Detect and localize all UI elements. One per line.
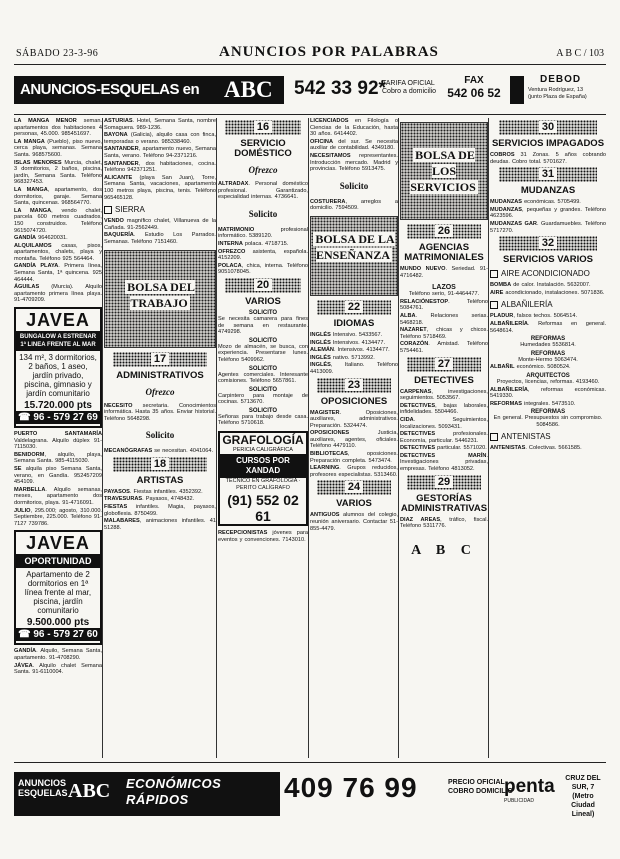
footer-rule [14,762,606,763]
classified-ad: INGLÉS Intensivos. 4134477. [310,339,386,346]
col1-ads [14,118,102,304]
category-number: 20 [225,278,301,293]
classified-ad: COBROS 31 Zonas. 5 años cobrando deudas. Cobro total. 5701627. [490,152,606,165]
category-artistas: ARTISTAS [136,474,184,486]
classified-ad: MUDANZAS, pequeñas y grandes. Teléfono 4623596. [490,206,606,220]
javea-sub-line2: 1ª LINEA FRENTE AL MAR [20,342,96,349]
javea-body: Apartamento de 2 dormitorios en 1ª línea frente al mar, piscina, jardín comunitario [24,570,92,616]
classified-ad: SANTANDER, apartamento nuevo, Semana Santa, verano. Teléfono 94-2371216. [104,146,216,159]
footer-rapidos: RÁPIDOS [126,792,189,807]
footer-precio-line1: PRECIO OFICIAL [448,779,505,786]
classified-ad: LEARNING. Grupos reducidos, profesores especialistas. 5313460. [310,465,398,478]
solicito-block [218,366,308,385]
classified-ad: Señoras para trabajo desde casa. Teléfono 5710618. [218,413,308,427]
banner-tarifa-line1: TARIFA OFICIAL [382,80,435,87]
category-number: 30 [499,120,596,135]
reformas-text: Humedades 5536814. [520,342,576,349]
banner-fax [444,75,504,100]
arquitectos-text: Proyectos, licencias, reformas. 4193460. [496,378,600,385]
classified-ad: LA MANGA, apartamento, dos dormitorios, garaje. Semana Santa, quincenas. 968564770. [14,186,102,207]
classified-ad: SE alquila piso Semana Santa, verano, en Gandía. 952457209 454109. [14,466,102,486]
classified-ad: OFICINA del sur. Se necesita auxiliar de contabilidad. 4349180. [310,138,398,152]
classified-ad: CARPENAS, investigaciones, seguimientos. 5053567. [400,388,488,402]
classified-ad: MUDANZAS económicas. 5705499. [490,199,581,206]
classified-ad: JULIO, 295.000; agosto, 310.000. Septiembre, 225.000. Teléfono 91-7127 739786. [14,507,102,527]
javea-phone: ☎ 96 - 579 27 60 [16,628,100,641]
category-servicios-impagados: SERVICIOS IMPAGADOS [491,138,605,149]
category-number: 27 [407,357,481,372]
javea-oportunidad-ad [14,530,102,645]
classified-ad: ALBAÑIL económico. 5080524. [490,364,571,371]
classified-ad: ALTRADAX. Personal doméstico profesional. Garantizado, especialidad internas. 4736641. [218,181,308,201]
classified-ad: ASTURIAS. Hotel, Semana Santa, nombre Somaguera. 989-1236. [104,118,216,131]
penta-logo [504,776,555,804]
classified-ad: ALBAÑILERÍA, reformas económicas. 5419330. [490,386,606,400]
bolsa-trabajo-label: BOLSA DEL TRABAJO [127,279,195,310]
javea-bungalow-ad [14,307,102,428]
classified-ad: NECESITAMOS representantes. Introducción mercado. Madrid y provincias. Teléfono 5913475. [310,152,398,173]
lazos-text: Teléfono serio, 91-4464477. [408,291,480,298]
classified-ad: BOMBA de calor. Instalación. 5632007. [490,282,591,289]
category-number: 17 [113,352,207,367]
footer-anuncios: ANUNCIOS [18,778,67,788]
category-servicio-domestico: SERVICIO DOMÉSTICO [234,138,292,159]
debod-address-line1: Ventura Rodríguez, 13 [528,87,584,93]
classified-ad: GANDÍA PLAYA. Primera línea, Semana Santa, 1ª quincena. 925 464444. [14,263,102,283]
debod-address [528,87,608,101]
category-number: 16 [225,120,301,135]
classified-ad: PUERTO SANTAMARÍA Valdelagrana. Alquilo dúplex 91-7115030. [14,431,102,451]
column-divider [488,118,489,758]
solicito-label: SOLICITO [248,386,278,393]
subsection-sierra: SIERRA [104,205,216,214]
category-mudanzas: MUDANZAS [520,185,576,197]
classified-ad: DETECTIVES, bajas laborales, infidelidades. 5504466. [400,402,488,416]
classified-ad: BIBLIOTECAS, oposiciones. Preparación completa. 5473474. [310,451,398,464]
footer-anuncios-esquelas [18,778,68,798]
classified-ad: NAZARET, chicas y chicos. Teléfono 5718469. [400,327,488,340]
classified-ad: CIDA. Seguimientos, localizaciones. 5093431. [400,416,488,430]
banner-rule [14,114,606,115]
classified-ad: JÁVEA. Alquilo chalet Semana Santa. 91-6110004. [14,662,102,676]
top-banner [14,70,606,112]
bolsa-ensenanza-panel [310,216,398,296]
penta-name: penta [504,776,555,797]
header-rule [14,64,606,65]
solicito-heading: Solicito [248,208,278,219]
grafologia-band: CURSOS POR XANDAD [220,454,306,478]
grafologia-title: GRAFOLOGÍA [222,433,304,448]
javea-title: JAVEA [26,533,90,554]
category-detectives: DETECTIVES [414,374,474,386]
solicito-block [218,310,308,336]
classified-ad: DIAZ AREAS, tráfico, fiscal. Teléfono 5311776. [400,516,488,530]
header-date: SÁBADO 23-3-96 [16,48,99,59]
classified-ad: Agentes comerciales. Interesante comisiones. Teléfono 5657861. [218,371,308,385]
checkbox-square-icon [490,433,498,441]
classified-ad: BENIDORM, alquilo, playa, Semana Santa. 985-4115030. [14,451,102,465]
footer-address [560,774,606,819]
footer-address-line1: CRUZ DEL SUR, 7 [565,775,601,791]
subsection-antenistas: ANTENISTAS [490,432,606,441]
column-divider [102,118,103,758]
classified-ad: Mozo de almacén, se busca, con experiencia. Presentarse lunes. Teléfono 5409962. [218,343,308,363]
classified-ad: MARBELLA. Alquilo semanas, meses, apartamento dos dormitorios, playa. 91-4716091. [14,486,102,506]
classified-ad: ALICANTE (playa San Juan), Torre, Semana Santa, vacaciones, apartamento 100 metros playa, piscina, tenis. Teléfono 965465128. [104,174,216,201]
checkbox-square-icon [490,270,498,278]
reformas-heading: REFORMAS [530,336,566,343]
category-number: 24 [317,480,391,495]
category-number: 26 [407,224,481,239]
classified-ad: ALEMÁN. Intensivos. 4134477. [310,347,390,354]
column-2 [104,118,216,758]
solicito-label: SOLICITO [248,337,278,344]
banner-debod-logo [510,72,606,108]
classified-ad: DETECTIVES MARÍN. Investigaciones privadas, empresas. Teléfono 4813052. [400,452,488,473]
bolsa-trabajo-panel [104,250,216,348]
banner-anuncios-esquelas [14,76,284,104]
category-idiomas: IDIOMAS [333,317,375,329]
classified-ad: MALABARES, animaciones infantiles. 41 51288. [104,518,216,531]
category-varios: VARIOS [245,295,281,307]
classified-ad: VENDO magnífico chalet, Villanueva de la Cañada. 91-2562449. [104,218,216,231]
checkbox-square-icon [490,301,498,309]
classified-ad: OFREZCO asistenta, española. 4152209. [218,248,308,262]
column-4 [310,118,398,758]
category-varios: VARIOS [336,498,372,510]
column-3 [218,118,308,758]
classified-ad: LA MANGA (Pueblo), piso nuevo, cerca playa, semanas. Semana Santa. 968575600. [14,138,102,158]
category-number: 18 [113,457,207,472]
solicito-heading: Solicito [339,180,369,191]
classified-ad: INGLÉS Intensivo. 5433567. [310,331,383,338]
classified-ad: RELACIÓNESTOP. Teléfono 5084761. [400,298,488,312]
classified-ad: MATRIMONIO profesional informático. 5389120. [218,226,308,240]
classified-ad: SANTANDER, dos habitaciones, cocina. Teléfono 942371251. [104,160,216,174]
column-divider [308,118,309,758]
classified-ad: ALBAÑILERÍA. Reformas en general. 5648614. [490,320,606,334]
category-number: 31 [499,167,596,182]
classified-ad: REFORMAS integrales. 5473510. [490,400,576,407]
column-divider [398,118,399,758]
classified-ad: INTERNA polaca. 4718715. [218,240,289,247]
banner-fax-number: 542 06 52 [447,86,501,100]
classified-ad: PLADUR, falsos techos. 5064514. [490,313,578,320]
javea-phone: ☎ 96 - 579 27 69 [16,411,100,424]
classified-ad: AIRE acondicionado, instalaciones. 5071836. [490,289,605,296]
classified-ad: MECANÓGRAFAS se necesitan. 4041064. [104,448,214,455]
checkbox-square-icon [104,206,112,214]
classified-ad: NECESITO secretaria. Conocimientos informática. Hasta 35 años. Enviar historial. Teléfono 5648298. [104,402,216,422]
reformas-text: En general. Presupuestos sin compromiso. 5084586. [493,415,603,428]
grafologia-description: TÉCNICO EN GRAFOLOGÍA · PERITO CALÍGRAFO [225,478,301,492]
penta-subtitle: PUBLICIDAD [504,798,535,804]
classified-ad: GANDÍA. Alquilo, Semana Santa, apartamento. 91-4708290. [14,648,102,661]
category-servicios-varios: SERVICIOS VARIOS [503,254,593,266]
footer-economicos: ECONÓMICOS [126,776,222,791]
classified-ad: FIESTAS infantiles. Magia, payasos, globoflexia. 8750499. [104,504,216,517]
grafologia-ad [218,431,308,526]
column-1 [14,118,102,758]
arquitectos-heading: ARQUITECTOS [526,372,570,379]
bolsa-ensenanza-label: BOLSA DE LA ENSEÑANZA [315,231,395,262]
phone-icon: ☎ [18,412,34,424]
javea-title: JAVEA [26,310,90,331]
solicito-block [218,387,308,406]
subsection-aire-acondicionado: AIRE ACONDICIONADO [490,269,606,278]
solicito-block [218,408,308,427]
category-number: 32 [499,236,596,251]
header-page-number: A B C / 103 [556,48,604,59]
banner-tarifa-line2: Cobro a domicilio [382,88,437,95]
classified-ad: DETECTIVES particular. 5571020. [400,445,487,452]
classified-ad: DETECTIVES profesionales. Economía, particular. 5446231. [400,431,488,444]
classified-ad: COSTURERA, arreglos a domicilio. 7594509. [310,198,398,212]
column-5 [400,118,488,758]
classified-ad: Se necesita camarera para fines de semana en restaurante. 4749298. [218,315,308,336]
category-number: 22 [317,300,391,315]
classified-ad: ALBA. Relaciones serias. 5468218. [400,312,488,326]
solicito-label: SOLICITO [248,309,278,316]
category-number: 23 [317,378,391,393]
footer-precio-line2: COBRO DOMICILIO [448,788,513,795]
grafologia-phone: (91) 552 02 61 [227,492,299,525]
classified-ad: ANTIGUOS alumnos del colegio, reunión aniversario. Contactar 51-855-4479. [310,512,398,532]
classified-ad: GANDÍA 964620031. [14,235,68,242]
solicito-label: SOLICITO [248,365,278,372]
column-divider [216,118,217,758]
classified-ad: OPOSICIONES Justicia, auxiliares, agentes, oficiales. Teléfono 4479110. [310,430,398,450]
classified-ad: TRAVESURAS. Payasos, 4748432. [104,496,195,503]
javea-price: 9.500.000 pts [26,617,90,629]
classified-ad: PAYASOS. Fiestas infantiles. 4352392. [104,488,203,495]
javea-sub-line1: BUNGALOW A ESTRENAR [19,334,97,341]
footer-esquelas: ESQUELAS [18,788,68,798]
classified-ad: MUNDO NUEVO. Seriedad. 91-4716482. [400,266,488,279]
reformas-heading: REFORMAS [530,350,566,357]
classified-ad: ALQUILAMOS casas, pisos, apartamentos, chalets, playa y montaña. Teléfono 925 564464. [14,242,102,262]
header-section-title: ANUNCIOS POR PALABRAS [219,44,439,60]
classified-ad: Carpintero para montaje de cocinas. 5713670. [218,392,308,406]
solicito-block [218,338,308,364]
footer-abc-logo: ABC [68,780,111,802]
category-oposiciones: OPOSICIONES [320,395,388,407]
javea-subtitle [16,331,100,351]
classified-ad: POLACA, chica, interna. Teléfono 9051078045. [218,262,308,276]
classified-ad: BAQUERÍA. Estudio Los Parrados. Semanas. Teléfono 7151460. [104,232,216,245]
banner-abc-logo: ABC [224,77,273,102]
classified-ad: INGLÉS, Italiano. Teléfono 4413009. [310,362,398,375]
ofrezco-heading: Ofrezco [145,386,175,397]
bolsa-servicios-label: BOLSA DE LOS SERVICIOS [410,148,476,194]
footer-abc-economicos [14,772,280,816]
classified-ad: MAGISTER. Oposiciones, auxiliares, administrativos. Preparación. 5324474. [310,409,398,429]
javea-body: 134 m², 3 dormitorios, 2 baños, 1 aseo, jardín privado, piscina, gimnasio y jardín comunitario [19,353,97,399]
debod-name: DEBOD [540,74,582,85]
ofrezco-heading: Ofrezco [248,165,278,175]
banner-title: ANUNCIOS-ESQUELAS en [20,81,200,98]
footer-economicos-rapidos [126,776,221,808]
debod-address-line2: (junto Plaza de España) [528,94,587,100]
classified-ad: ISLAS MENORES Murcia, chalet, 3 dormitorios, 2 baños, piscina, jardín, Semana Santa. Teléfono 968327453. [14,159,102,186]
footer-phone: 409 76 99 [284,772,418,803]
solicito-label: SOLICITO [248,407,278,414]
banner-fax-label: FAX [464,75,484,86]
column-6 [490,118,606,758]
classified-ad: INGLÉS nativo. 5713992. [310,354,375,361]
classified-ad: RECEPCIONISTAS jóvenes para eventos y convenciones. 7143010. [218,530,308,543]
footer-address-line2: (Metro Ciudad Lineal) [571,793,595,818]
solicito-heading: Solicito [145,430,175,441]
subsection-albanileria: ALBAÑILERÍA [490,300,606,309]
classified-ad: LICENCIADOS en Filología o Ciencias de la Educación, hasta 30 años. 6414402. [310,118,398,138]
classified-ad: MUDANZAS GAR. Guardamuebles. Teléfono 5717270. [490,220,606,234]
col1-ads-2 [14,431,102,527]
debod-logo-icon [510,76,524,104]
banner-tarifa [382,80,452,96]
classified-ad: ANTENISTAS. Colectivas. 5661585. [490,445,582,452]
reformas-text: Monte-Hermo 5063474. [518,356,578,363]
category-administrativos: ADMINISTRATIVOS [116,369,204,381]
javea-oportunidad: OPORTUNIDAD [16,554,100,568]
classified-ad: ÁGUILAS (Murcia). Alquilo apartamento primera línea playa. 91-4709209. [14,284,102,304]
classified-ad: LA MANGA, vendo chalet, parcela 600 metros cuadrados, 150 construidos. Teléfono 9615074720. [14,207,102,234]
javea-price: 15.720.000 pts [24,400,92,412]
page-header [14,44,606,64]
bolsa-servicios-panel [400,122,488,220]
abc-logo: A B C [411,542,477,558]
classified-ad: BAYONA (Galicia), alquilo casa con finca, temporadas o verano. 985338460. [104,132,216,145]
banner-phone: 542 33 92* [294,78,386,99]
category-agencias-matrimoniales: AGENCIAS MATRIMONIALES [404,242,484,263]
grafologia-subtitle: PERICIA CALIGRÁFICA [233,447,293,454]
classified-ad: CORAZÓN. Amistad. Teléfono 5754461. [400,341,488,354]
phone-icon: ☎ [18,629,34,641]
lazos-heading: LAZOS [432,284,456,292]
classified-ad: LA MANGA MENOR seman. apartamentos dos habitaciones 4 personas, 45.000. 985451697. [14,118,102,138]
bottom-banner [14,768,606,822]
category-number: 29 [407,475,481,490]
reformas-heading: REFORMAS [530,409,566,416]
category-gestorias: GESTORÍAS ADMINISTRATIVAS [400,492,488,514]
